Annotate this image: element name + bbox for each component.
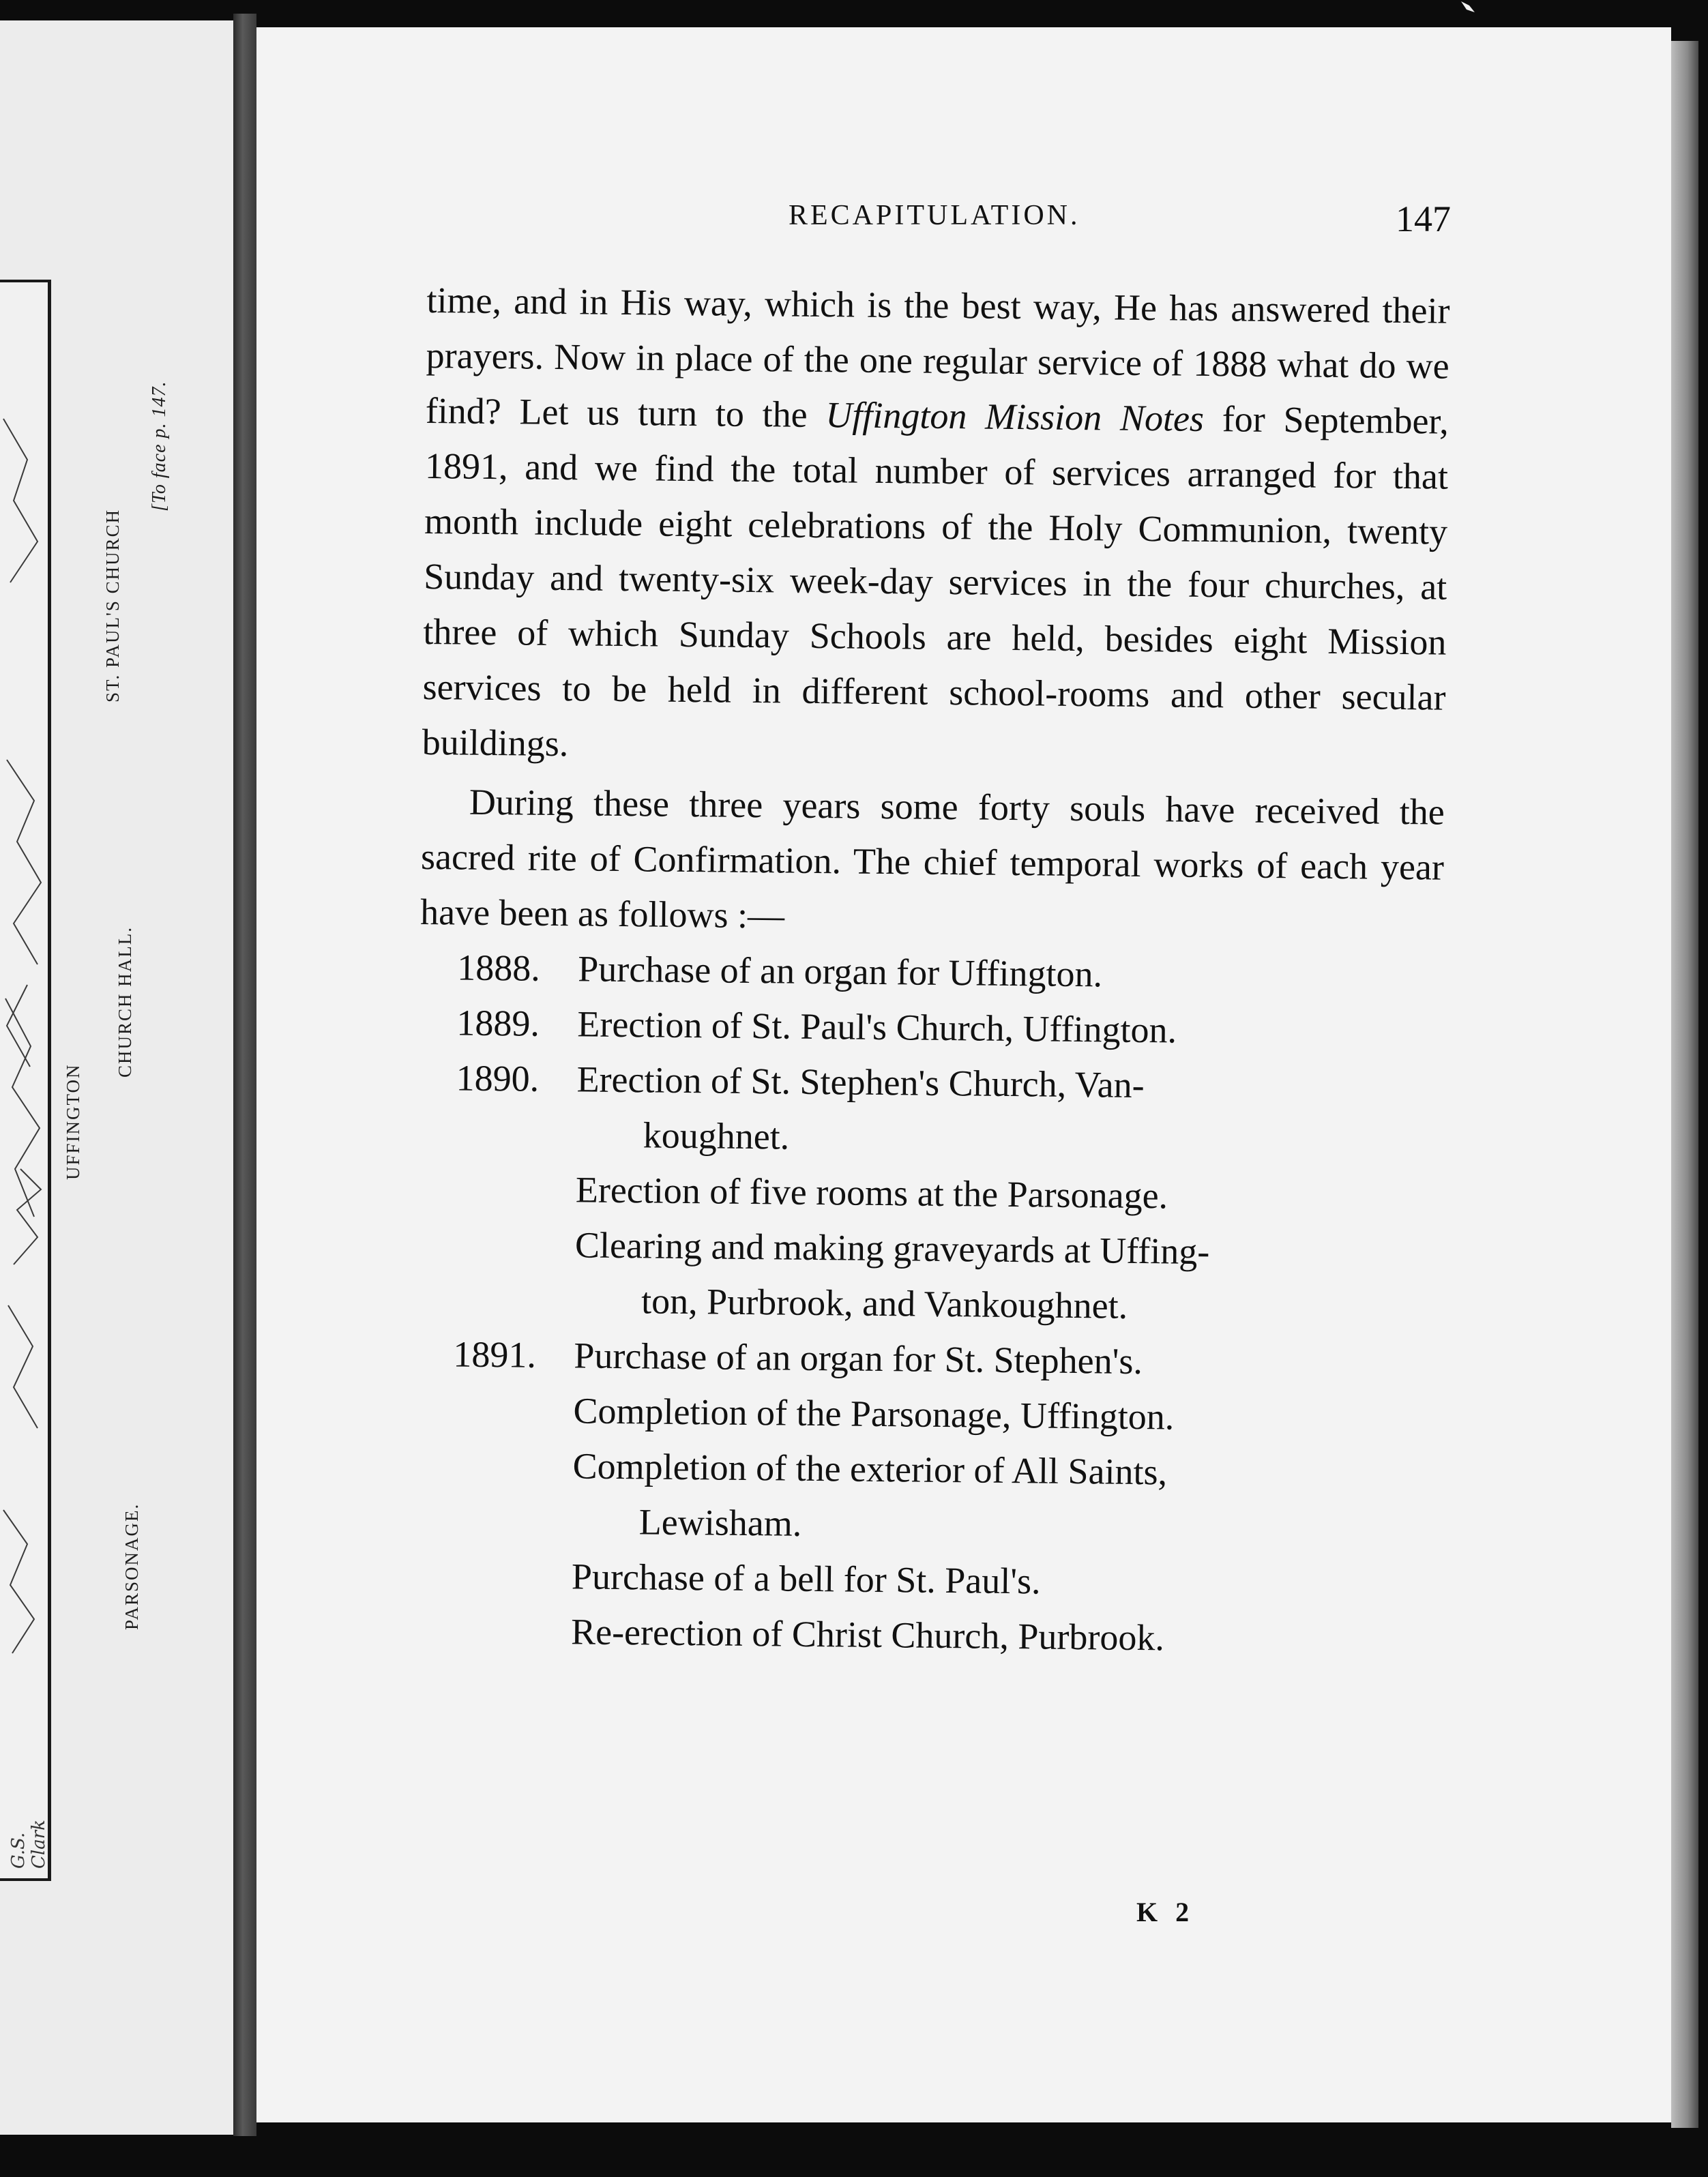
- paragraph-1-text-a: time, and in His way, which is the best way, He has answered their prayers. Now in place of the one regular service of 1888 what do we find? Let us turn to the: [425, 279, 1450, 436]
- record-year: 1889.: [456, 1002, 540, 1044]
- record-item: Clearing and making graveyards at Uffing-: [574, 1224, 1210, 1273]
- record-1891: [413, 1327, 1439, 1669]
- record-item-continuation: Lewisham.: [638, 1501, 802, 1544]
- text-page: [256, 27, 1671, 2122]
- caption-uffington: UFFINGTON: [63, 1063, 83, 1180]
- record-item: Erection of St. Paul's Church, Uffington.: [577, 1003, 1177, 1051]
- record-item: Purchase of an organ for St. Stephen's.: [574, 1335, 1143, 1382]
- facing-plate-page: [0, 20, 233, 2135]
- record-year: 1891.: [453, 1333, 537, 1376]
- record-year: 1888.: [457, 947, 541, 989]
- paragraph-1: [422, 273, 1450, 781]
- record-item: Erection of St. Stephen's Church, Van-: [576, 1058, 1145, 1106]
- plate-illustration-edge: [0, 280, 51, 1881]
- record-item: Erection of five rooms at the Parsonage.: [575, 1169, 1168, 1217]
- record-item: Purchase of a bell for St. Paul's.: [571, 1556, 1041, 1602]
- running-head: RECAPITULATION.: [789, 200, 1080, 231]
- record-item: Completion of the Parsonage, Uffington.: [573, 1390, 1175, 1438]
- record-year: 1890.: [456, 1057, 540, 1099]
- plate-sketch: [0, 282, 48, 1878]
- caption-to-face-page: [To face p. 147.: [149, 381, 170, 512]
- caption-church-hall: CHURCH HALL.: [115, 925, 135, 1078]
- record-item-continuation: koughnet.: [643, 1114, 790, 1157]
- caption-parsonage: PARSONAGE.: [121, 1502, 142, 1630]
- record-item-continuation: ton, Purbrook, and Vankoughnet.: [640, 1280, 1128, 1327]
- record-item: Purchase of an organ for Uffington.: [578, 948, 1103, 995]
- record-1888: [419, 940, 1443, 1006]
- record-1889: [419, 995, 1443, 1061]
- corner-speck: [1460, 0, 1477, 15]
- paragraph-2: During these three years some forty souls have received the sacred rite of Confirmation. The chief temporal works of each year have been as follows :—: [419, 781, 1445, 936]
- artist-signature: G.S. Clark: [8, 1820, 49, 1869]
- page-edge-shadow: [1671, 41, 1698, 2128]
- page-number: 147: [1396, 198, 1451, 239]
- record-item: Completion of the exterior of All Saints,: [572, 1445, 1168, 1493]
- book-gutter: [233, 14, 256, 2136]
- printer-signature-mark: K 2: [1136, 1897, 1195, 1927]
- body-text: [413, 273, 1450, 1669]
- publication-title: Uffington Mission Notes: [825, 394, 1205, 439]
- caption-st-pauls-church: ST. PAUL'S CHURCH: [102, 508, 123, 702]
- paragraph-1-text-b: for September, 1891, and we find the total number of services arranged for that month include eight celebrations of the Holy Communion, twenty Sunday and twenty-six week-day services in the four churches, at three of which Sunday Schools are held, besides eight Mission services to be held in different school-rooms and other secular buildings.: [422, 398, 1449, 765]
- record-1890: [416, 1050, 1442, 1337]
- record-item: Re-erection of Christ Church, Purbrook.: [570, 1611, 1165, 1659]
